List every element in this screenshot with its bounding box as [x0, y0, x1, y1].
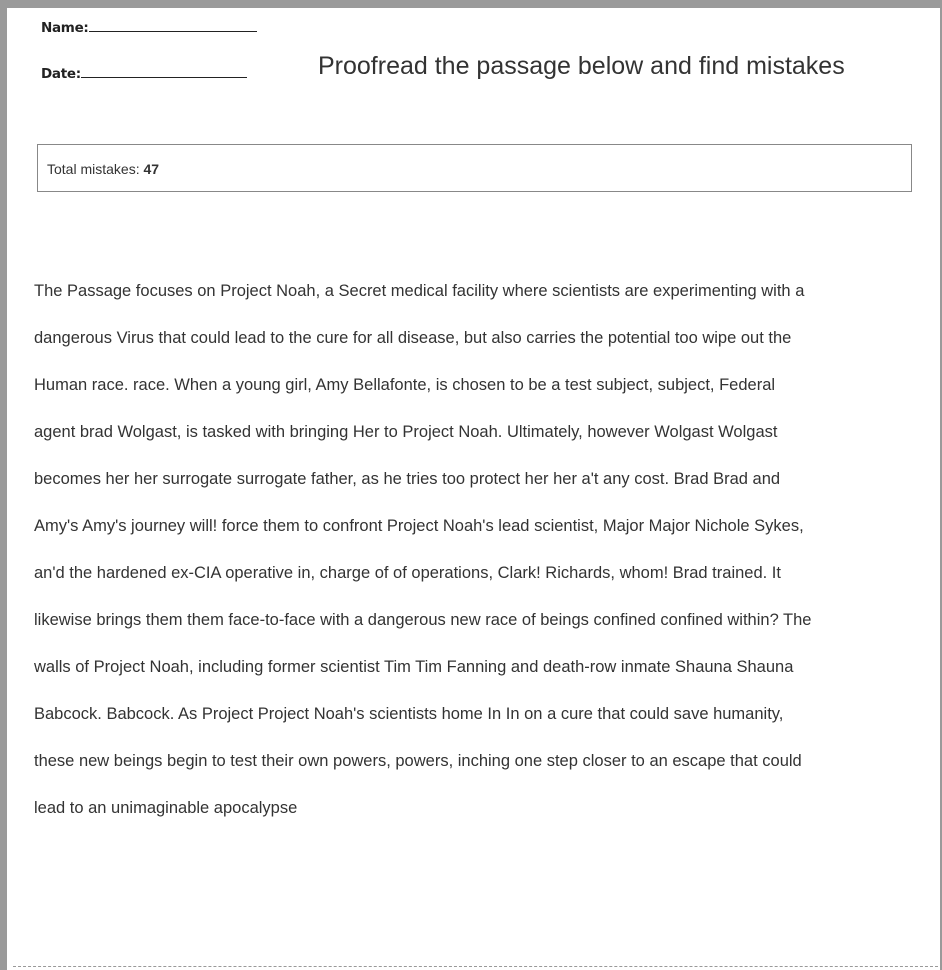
total-mistakes-count: 47 [143, 161, 160, 177]
name-blank[interactable] [89, 19, 257, 32]
passage-line: agent brad Wolgast, is tasked with bringing Her to Project Noah. Ultimately, however Wolgast Wolgast [34, 423, 778, 441]
passage-line: an'd the hardened ex-CIA operative in, charge of of operations, Clark! Richards, whom! Brad trained. It [34, 564, 781, 582]
passage-line: The Passage focuses on Project Noah, a Secret medical facility where scientists are experimenting with a [34, 282, 805, 300]
date-field[interactable] [41, 65, 247, 82]
name-label: Name: [41, 20, 89, 36]
passage-line: lead to an unimaginable apocalypse [34, 799, 298, 817]
passage-line: Human race. race. When a young girl, Amy Bellafonte, is chosen to be a test subject, subject, Federal [34, 376, 776, 394]
passage-line: Amy's Amy's journey will! force them to confront Project Noah's lead scientist, Major Major Nichole Sykes, [34, 517, 804, 535]
name-field[interactable] [41, 19, 257, 36]
passage-line: likewise brings them them face-to-face with a dangerous new race of beings confined confined within? The [34, 611, 812, 629]
date-label: Date: [41, 66, 81, 82]
passage-line: these new beings begin to test their own powers, powers, inching one step closer to an escape that could [34, 752, 802, 770]
passage-text [34, 281, 939, 845]
worksheet-page [7, 8, 940, 970]
passage-line: Babcock. Babcock. As Project Project Noah's scientists home In In on a cure that could save humanity, [34, 705, 784, 723]
date-blank[interactable] [81, 65, 247, 78]
passage-line: dangerous Virus that could lead to the cure for all disease, but also carries the potential too wipe out the [34, 329, 792, 347]
passage-line: walls of Project Noah, including former scientist Tim Tim Fanning and death-row inmate Shauna Shauna [34, 658, 794, 676]
page-cut-line [13, 966, 938, 967]
passage-line: becomes her her surrogate surrogate father, as he tries too protect her her a't any cost. Brad Brad and [34, 470, 781, 488]
total-mistakes-box [37, 144, 912, 192]
page-title: Proofread the passage below and find mistakes [318, 52, 845, 80]
total-mistakes-label: Total mistakes: [47, 161, 144, 177]
